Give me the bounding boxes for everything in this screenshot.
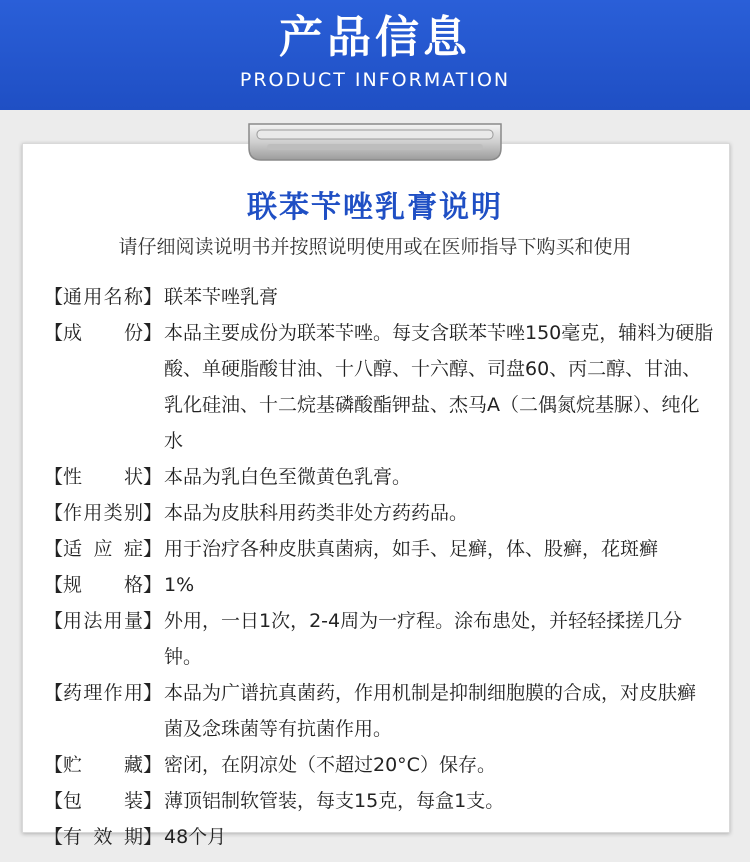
spec-row bbox=[44, 603, 714, 675]
spec-label: 【 包 装 】 bbox=[44, 790, 162, 812]
banner-title: 产品信息 bbox=[279, 12, 471, 63]
document-title: 联苯苄唑乳膏说明 bbox=[247, 190, 503, 225]
spec-value: 本品为皮肤科用药类非处方药药品。 bbox=[164, 502, 469, 524]
spec-row bbox=[44, 531, 714, 567]
spec-value: 薄顶铝制软管装，每支15克，每盒1支。 bbox=[164, 790, 505, 812]
spec-row bbox=[44, 279, 714, 315]
spec-label: 【 贮 藏 】 bbox=[44, 754, 162, 776]
spec-value: 密闭，在阴凉处（不超过20°C）保存。 bbox=[164, 754, 496, 776]
spec-label: 【 药 理 作 用 】 bbox=[44, 682, 162, 704]
spec-row bbox=[44, 675, 714, 747]
spec-label: 【 性 状 】 bbox=[44, 466, 162, 488]
spec-row bbox=[44, 747, 714, 783]
spec-row bbox=[44, 819, 714, 855]
banner-subtitle: PRODUCT INFORMATION bbox=[239, 69, 511, 91]
spec-label: 【 有 效 期 】 bbox=[44, 826, 162, 848]
spec-value: 用于治疗各种皮肤真菌病，如手、足癣，体、股癣，花斑癣 bbox=[164, 538, 659, 560]
header-banner bbox=[0, 0, 750, 110]
spec-label: 【 作 用 类 别 】 bbox=[44, 502, 162, 524]
spec-value: 本品为广谱抗真菌药，作用机制是抑制细胞膜的合成，对皮肤癣菌及念珠菌等有抗菌作用。 bbox=[164, 682, 697, 740]
spec-label: 【 通 用 名 称 】 bbox=[44, 286, 162, 308]
spec-value: 1% bbox=[164, 574, 195, 596]
spec-value: 外用，一日1次，2-4周为一疗程。涂布患处，并轻轻揉搓几分钟。 bbox=[164, 610, 683, 668]
clipboard-clip-icon bbox=[243, 118, 507, 166]
spec-value: 48个月 bbox=[164, 826, 227, 848]
spec-value: 本品为乳白色至微黄色乳膏。 bbox=[164, 466, 412, 488]
spec-label: 【 规 格 】 bbox=[44, 574, 162, 596]
spec-value: 联苯苄唑乳膏 bbox=[164, 286, 279, 308]
spec-label: 【 用 法 用 量 】 bbox=[44, 610, 162, 632]
spec-row bbox=[44, 459, 714, 495]
spec-value: 本品主要成份为联苯苄唑。每支含联苯苄唑150毫克，辅料为硬脂酸、单硬脂酸甘油、十八醇、十六醇、司盘60、丙二醇、甘油、乳化硅油、十二烷基磷酸酯钾盐、杰马A（二偶氮烷基脲）、纯化水 bbox=[164, 322, 714, 452]
spec-row bbox=[44, 567, 714, 603]
spec-row bbox=[44, 495, 714, 531]
spec-label: 【 适 应 症 】 bbox=[44, 538, 162, 560]
spec-row bbox=[44, 315, 714, 459]
spec-label: 【 成 份 】 bbox=[44, 322, 162, 344]
spec-row bbox=[44, 783, 714, 819]
info-rows bbox=[44, 279, 714, 855]
document-note: 请仔细阅读说明书并按照说明使用或在医师指导下购买和使用 bbox=[118, 236, 632, 258]
